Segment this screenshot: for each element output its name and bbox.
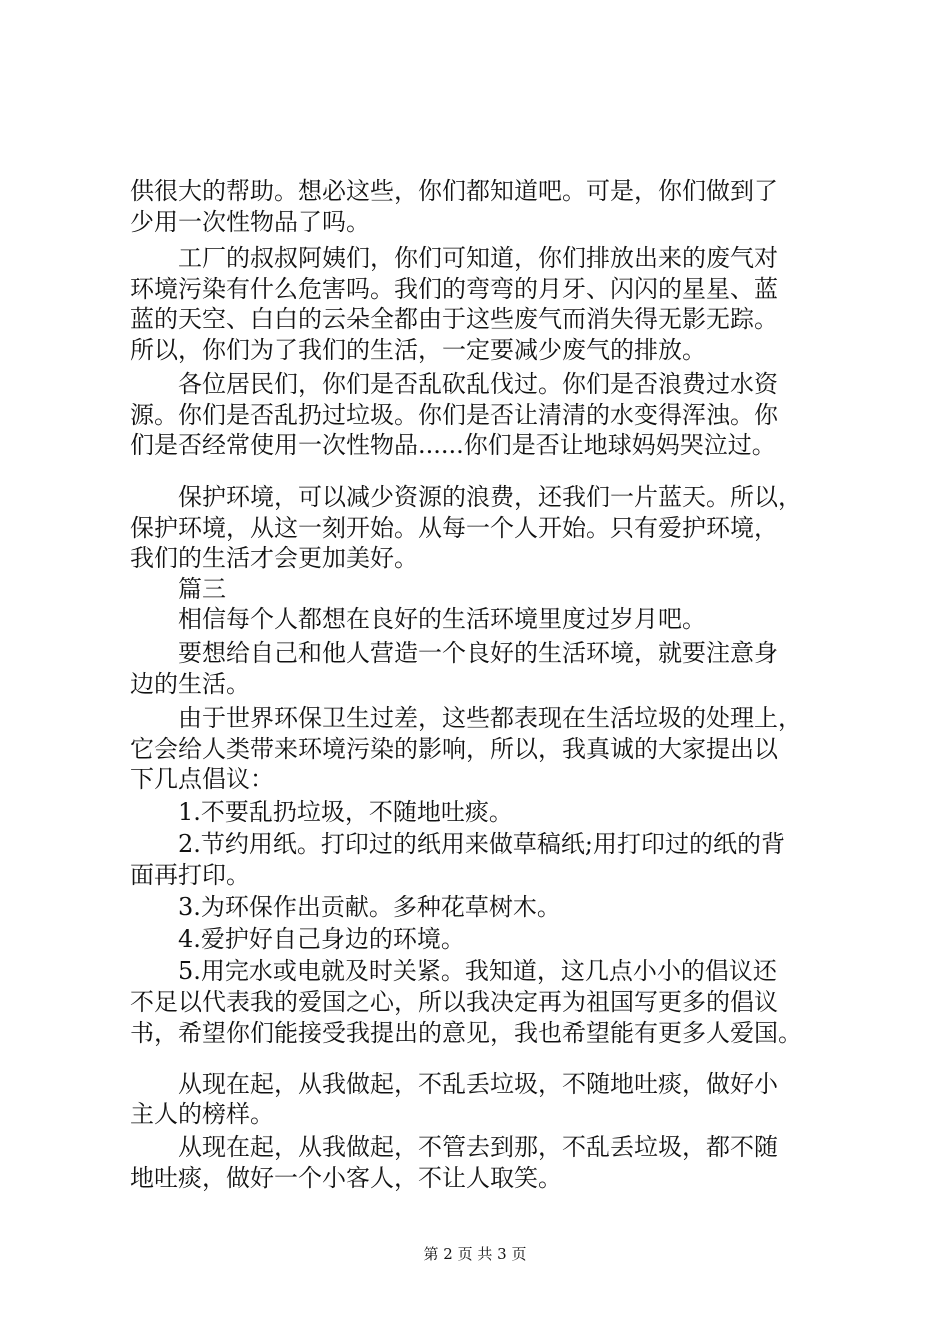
text-line: 不足以代表我的爱国之心，所以我决定再为祖国写更多的倡议 — [130, 988, 778, 1016]
text-line: 边的生活。 — [130, 670, 250, 698]
text-line: 所以，你们为了我们的生活，一定要减少废气的排放。 — [130, 336, 706, 364]
text-line: 主人的榜样。 — [130, 1100, 274, 1128]
list-item: 4.爱护好自己身边的环境。 — [130, 925, 465, 953]
text-line: 各位居民们，你们是否乱砍乱伐过。你们是否浪费过水资 — [130, 370, 778, 398]
list-item: 2.节约用纸。打印过的纸用来做草稿纸;用打印过的纸的背 — [130, 830, 785, 858]
text-line: 从现在起，从我做起，不管去到那，不乱丢垃圾，都不随 — [130, 1133, 778, 1161]
section-heading: 篇三 — [130, 575, 226, 603]
text-line: 地吐痰，做好一个小客人，不让人取笑。 — [130, 1164, 562, 1192]
text-line: 少用一次性物品了吗。 — [130, 208, 370, 236]
list-item: 1.不要乱扔垃圾，不随地吐痰。 — [130, 798, 513, 826]
text-line: 保护环境，可以减少资源的浪费，还我们一片蓝天。所以， — [130, 483, 802, 511]
text-line: 环境污染有什么危害吗。我们的弯弯的月牙、闪闪的星星、蓝 — [130, 275, 778, 303]
text-line: 蓝的天空、白白的云朵全都由于这些废气而消失得无影无踪。 — [130, 305, 778, 333]
text-line: 我们的生活才会更加美好。 — [130, 544, 418, 572]
text-line: 供很大的帮助。想必这些，你们都知道吧。可是，你们做到了 — [130, 177, 778, 205]
text-line: 从现在起，从我做起，不乱丢垃圾，不随地吐痰，做好小 — [130, 1070, 778, 1098]
text-line: 要想给自己和他人营造一个良好的生活环境，就要注意身 — [130, 639, 778, 667]
text-line: 由于世界环保卫生过差，这些都表现在生活垃圾的处理上， — [130, 704, 802, 732]
list-item: 3.为环保作出贡献。多种花草树木。 — [130, 893, 561, 921]
text-line: 源。你们是否乱扔过垃圾。你们是否让清清的水变得浑浊。你 — [130, 401, 778, 429]
list-item: 面再打印。 — [130, 861, 250, 889]
page-footer: 第 2 页 共 3 页 — [423, 1245, 527, 1263]
text-line: 它会给人类带来环境污染的影响，所以，我真诚的大家提出以 — [130, 735, 778, 763]
text-line: 书，希望你们能接受我提出的意见，我也希望能有更多人爱国。 — [130, 1019, 802, 1047]
text-line: 相信每个人都想在良好的生活环境里度过岁月吧。 — [130, 605, 706, 633]
text-line: 下几点倡议： — [130, 765, 274, 793]
text-line: 们是否经常使用一次性物品......你们是否让地球妈妈哭泣过。 — [130, 431, 776, 459]
list-item: 5.用完水或电就及时关紧。我知道，这几点小小的倡议还 — [130, 957, 777, 985]
text-line: 工厂的叔叔阿姨们，你们可知道，你们排放出来的废气对 — [130, 244, 778, 272]
text-line: 保护环境，从这一刻开始。从每一个人开始。只有爱护环境， — [130, 514, 778, 542]
